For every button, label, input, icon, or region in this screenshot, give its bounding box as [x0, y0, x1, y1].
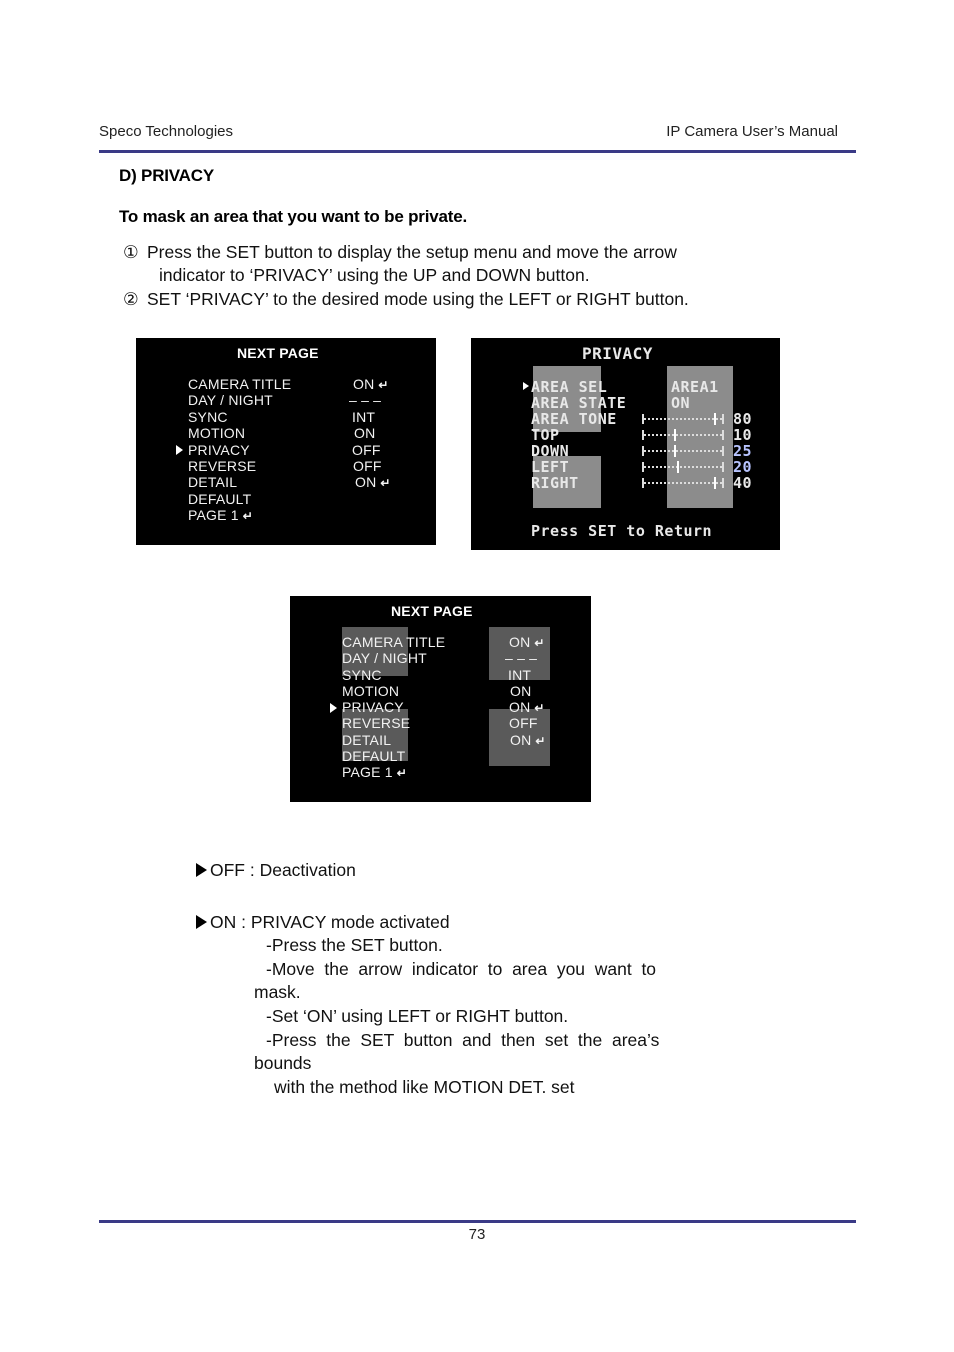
- osd3-label-camera-title: CAMERA TITLE: [342, 634, 446, 650]
- osd1-label-sync: SYNC: [188, 409, 228, 425]
- osd2-value-area-state: ON: [671, 394, 691, 412]
- footer-rule: [99, 1220, 856, 1223]
- enter-icon: ↵: [535, 734, 546, 748]
- note-line-7: with the method like MOTION DET. set: [274, 1077, 575, 1097]
- note-line-2: -Move the arrow indicator to area you want to: [266, 959, 657, 979]
- osd2-label-down: DOWN: [531, 442, 570, 460]
- slider-knob: [714, 477, 716, 489]
- osd-screen-next-page: [136, 338, 436, 545]
- osd2-number-down: 25: [733, 442, 753, 460]
- step-1-line2: indicator to ‘PRIVACY’ using the UP and DOWN button.: [159, 265, 590, 285]
- osd3-label-day-night: DAY / NIGHT: [342, 650, 427, 666]
- osd-screen-privacy: [471, 338, 780, 550]
- osd-screen-next-page-privacy-on: [290, 596, 591, 802]
- step-2: [123, 289, 689, 310]
- step-1: [123, 242, 677, 263]
- osd2-number-top: 10: [733, 426, 753, 444]
- osd3-label-page: [342, 764, 407, 781]
- osd1-label-detail: DETAIL: [188, 474, 238, 490]
- osd1-label-motion: MOTION: [188, 425, 246, 441]
- osd2-label-area-state: AREA STATE: [531, 394, 627, 412]
- osd1-value-camera-title: [353, 376, 389, 393]
- step-1-line1: Press the SET button to display the setup menu and move the arrow: [147, 242, 677, 262]
- osd1-value-camera-title-text: ON: [353, 376, 375, 392]
- slider-track: [644, 418, 722, 420]
- note-line-1: -Press the SET button.: [266, 935, 443, 955]
- osd1-value-motion: ON: [354, 425, 376, 441]
- osd1-value-detail: [355, 474, 391, 491]
- osd3-label-detail: DETAIL: [342, 732, 392, 748]
- osd3-value-motion: ON: [510, 683, 532, 699]
- slider-knob: [677, 461, 679, 473]
- slider-track: [644, 450, 722, 452]
- enter-icon: ↵: [242, 509, 254, 523]
- osd1-label-camera-title: CAMERA TITLE: [188, 376, 292, 392]
- osd2-slider-down: [642, 446, 724, 456]
- osd2-label-area-sel: AREA SEL: [531, 378, 608, 396]
- osd1-selection-arrow-icon: [176, 445, 183, 455]
- note-off: [196, 860, 356, 881]
- osd3-value-detail-text: ON: [510, 732, 532, 748]
- enter-icon: ↵: [534, 636, 545, 650]
- osd2-label-left: LEFT: [531, 458, 570, 476]
- step-2-line1: SET ‘PRIVACY’ to the desired mode using the LEFT or RIGHT button.: [147, 289, 689, 309]
- triangle-bullet-icon: [196, 863, 207, 877]
- subtitle: To mask an area that you want to be private.: [119, 207, 467, 226]
- osd3-value-reverse: OFF: [509, 715, 538, 731]
- osd2-footer: Press SET to Return: [531, 522, 713, 540]
- osd2-number-area-tone: 80: [733, 410, 753, 428]
- note-on: [196, 912, 450, 933]
- enter-icon: ↵: [396, 766, 408, 780]
- osd3-value-day-night: – – –: [505, 650, 538, 666]
- osd1-label-privacy: PRIVACY: [188, 442, 250, 458]
- osd3-title: NEXT PAGE: [391, 603, 473, 619]
- slider-track: [644, 466, 722, 468]
- enter-icon: ↵: [380, 476, 391, 490]
- osd2-value-area-sel: AREA1: [671, 378, 719, 396]
- osd2-slider-top: [642, 430, 724, 440]
- header-right: IP Camera User’s Manual: [666, 123, 838, 140]
- enter-icon: ↵: [534, 701, 545, 715]
- slider-knob: [674, 445, 676, 457]
- osd3-page-text: PAGE 1: [342, 764, 393, 780]
- osd2-selection-arrow-icon: [523, 382, 529, 390]
- osd1-value-day-night: – – –: [349, 392, 382, 408]
- osd2-slider-area-tone: [642, 414, 724, 424]
- osd1-value-detail-text: ON: [355, 474, 377, 490]
- step-1-num: ①: [123, 242, 139, 262]
- osd3-value-privacy: [509, 699, 545, 716]
- osd3-value-camera-title: [509, 634, 545, 651]
- osd3-selection-arrow-icon: [330, 703, 337, 713]
- osd2-number-right: 40: [733, 474, 753, 492]
- osd1-value-privacy: OFF: [352, 442, 381, 458]
- osd2-label-right: RIGHT: [531, 474, 579, 492]
- header-left: Speco Technologies: [99, 123, 233, 140]
- header-rule: [99, 150, 856, 153]
- osd1-label-day-night: DAY / NIGHT: [188, 392, 273, 408]
- note-line-6: bounds: [254, 1053, 312, 1073]
- triangle-bullet-icon: [196, 915, 207, 929]
- osd1-value-sync: INT: [352, 409, 376, 425]
- osd1-title: NEXT PAGE: [237, 345, 319, 361]
- slider-track: [644, 434, 722, 436]
- osd3-value-privacy-text: ON: [509, 699, 531, 715]
- osd2-slider-left: [642, 462, 724, 472]
- osd3-value-sync: INT: [508, 667, 532, 683]
- osd3-label-privacy: PRIVACY: [342, 699, 404, 715]
- osd2-slider-right: [642, 478, 724, 488]
- step-2-num: ②: [123, 289, 139, 309]
- slider-knob: [674, 429, 676, 441]
- osd2-label-area-tone: AREA TONE: [531, 410, 617, 428]
- osd2-number-left: 20: [733, 458, 753, 476]
- note-off-text: OFF : Deactivation: [210, 860, 356, 880]
- osd1-value-reverse: OFF: [353, 458, 382, 474]
- enter-icon: ↵: [378, 378, 389, 392]
- slider-knob: [714, 413, 716, 425]
- note-line-5: -Press the SET button and then set the area’s: [266, 1030, 660, 1050]
- osd2-title: PRIVACY: [582, 344, 653, 363]
- osd1-label-default: DEFAULT: [188, 491, 252, 507]
- slider-track: [644, 482, 722, 484]
- osd3-label-default: DEFAULT: [342, 748, 406, 764]
- note-on-text: ON : PRIVACY mode activated: [210, 912, 450, 932]
- osd3-label-sync: SYNC: [342, 667, 382, 683]
- page-number: 73: [468, 1226, 486, 1243]
- osd1-label-page: [188, 507, 253, 524]
- osd1-label-reverse: REVERSE: [188, 458, 257, 474]
- note-line-3: mask.: [254, 982, 301, 1002]
- osd3-label-motion: MOTION: [342, 683, 400, 699]
- osd1-page-text: PAGE 1: [188, 507, 239, 523]
- note-line-4: -Set ‘ON’ using LEFT or RIGHT button.: [266, 1006, 569, 1026]
- section-title: D) PRIVACY: [119, 166, 214, 185]
- osd2-label-top: TOP: [531, 426, 560, 444]
- osd3-label-reverse: REVERSE: [342, 715, 411, 731]
- osd3-value-detail: [510, 732, 546, 749]
- osd3-value-camera-title-text: ON: [509, 634, 531, 650]
